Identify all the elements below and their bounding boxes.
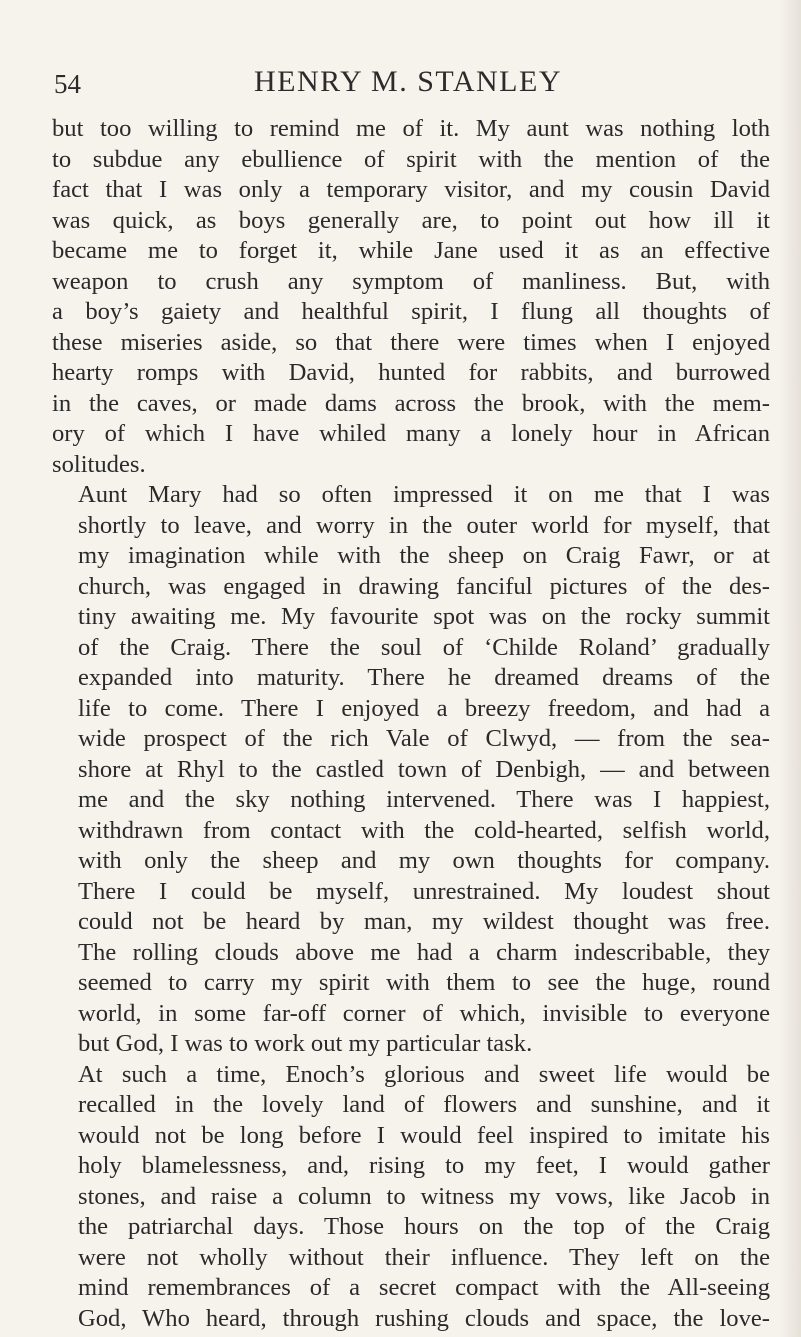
- text-line: recalled in the lovely land of flowers and sunshine, and it: [78, 1091, 770, 1118]
- paragraph-3: [52, 1060, 770, 1335]
- text-line: became me to forget it, while Jane used it as an effective: [52, 237, 770, 264]
- text-line: could not be heard by man, my wildest thought was free.: [78, 908, 770, 935]
- text-line: fact that I was only a temporary visitor, and my cousin David: [52, 176, 770, 203]
- text-line: would not be long before I would feel inspired to imitate his: [78, 1121, 770, 1149]
- text-line: in the caves, or made dams across the brook, with the mem-: [52, 389, 770, 417]
- running-title: HENRY M. STANLEY: [254, 65, 562, 98]
- text-line: Aunt Mary had so often impressed it on me that I was: [78, 481, 770, 508]
- text-line: withdrawn from contact with the cold-hearted, selfish world,: [78, 816, 770, 844]
- text-line: me and the sky nothing intervened. There was I happiest,: [78, 786, 770, 813]
- page-edge-shadow: [779, 0, 801, 1337]
- text-line: tiny awaiting me. My favourite spot was on the rocky summit: [78, 603, 770, 630]
- paragraph-2: [52, 480, 770, 1060]
- text-line: The rolling clouds above me had a charm indescribable, they: [78, 938, 770, 966]
- text-line: life to come. There I enjoyed a breezy freedom, and had a: [78, 694, 770, 722]
- text-line: but too willing to remind me of it. My aunt was nothing loth: [52, 115, 770, 142]
- text-line: weapon to crush any symptom of manliness. But, with: [52, 267, 770, 295]
- text-line: shortly to leave, and worry in the outer world for myself, that: [78, 511, 770, 539]
- text-line: There I could be myself, unrestrained. My loudest shout: [78, 877, 770, 905]
- paragraph-1: [52, 114, 770, 480]
- running-head: [54, 66, 774, 106]
- text-line: At such a time, Enoch’s glorious and sweet life would be: [78, 1060, 770, 1088]
- text-line: church, was engaged in drawing fanciful pictures of the des-: [78, 572, 770, 600]
- text-line: holy blamelessness, and, rising to my feet, I would gather: [78, 1152, 770, 1179]
- text-line: a boy’s gaiety and healthful spirit, I flung all thoughts of: [52, 298, 770, 325]
- page-number: 54: [54, 69, 81, 99]
- text-line: mind remembrances of a secret compact with the All-seeing: [78, 1274, 770, 1301]
- text-line: world, in some far-off corner of which, invisible to everyone: [78, 999, 770, 1027]
- text-line: God, Who heard, through rushing clouds and space, the love-: [78, 1304, 770, 1332]
- text-line: wide prospect of the rich Vale of Clwyd, — from the sea-: [78, 725, 770, 752]
- text-line: of the Craig. There the soul of ‘Childe Roland’ gradually: [78, 633, 770, 661]
- text-line: seemed to carry my spirit with them to see the huge, round: [78, 969, 770, 996]
- text-line: ory of which I have whiled many a lonely hour in African: [52, 420, 770, 447]
- text-line: shore at Rhyl to the castled town of Denbigh, — and between: [78, 755, 770, 783]
- text-line: solitudes.: [52, 450, 146, 478]
- text-line: the patriarchal days. Those hours on the top of the Craig: [78, 1213, 770, 1240]
- text-line: hearty romps with David, hunted for rabbits, and burrowed: [52, 359, 770, 386]
- text-line: to subdue any ebullience of spirit with the mention of the: [52, 145, 770, 173]
- text-line: with only the sheep and my own thoughts for company.: [78, 847, 770, 874]
- text-line: but God, I was to work out my particular task.: [78, 1030, 533, 1057]
- text-line: my imagination while with the sheep on Craig Fawr, or at: [78, 542, 770, 569]
- text-line: expanded into maturity. There he dreamed dreams of the: [78, 664, 770, 691]
- text-line: these miseries aside, so that there were times when I enjoyed: [52, 328, 770, 356]
- text-line: stones, and raise a column to witness my vows, like Jacob in: [78, 1182, 770, 1210]
- text-line: was quick, as boys generally are, to point out how ill it: [52, 206, 770, 234]
- body-text: [52, 114, 770, 1334]
- text-line: were not wholly without their influence. They left on the: [78, 1243, 770, 1271]
